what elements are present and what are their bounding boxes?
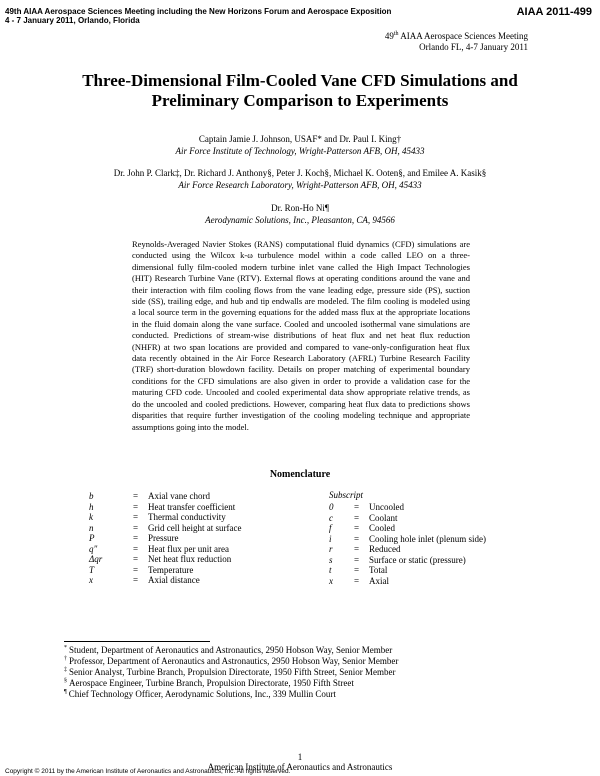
footnote-mark: † [64,656,67,662]
nomenclature-definition: Reduced [369,544,401,554]
abstract-line: conditions for the CFD simulations are also given in order to provide a validation case for the [132,375,470,386]
footnote [64,656,398,667]
institute-name: American Institute of Aeronautics and Astronautics [207,762,393,772]
footnote [64,689,398,700]
nomenclature-definition: Heat flux per unit area [148,543,229,554]
nomenclature-symbol: f [329,523,332,533]
nomenclature-definition: Axial distance [148,575,200,585]
nomenclature-equals: = [354,554,360,565]
nomenclature-definition: Grid cell height at surface [148,522,242,533]
nomenclature-equals: = [133,512,139,522]
nomenclature-definition: Cooled [369,523,395,533]
author-group-3: Dr. Ron-Ho Ni¶ [271,203,329,213]
nomenclature-definition: Net heat flux reduction [148,554,232,564]
nomenclature-equals: = [354,575,360,586]
author-group-2: Dr. John P. Clark‡, Dr. Richard J. Anthony§, Peter J. Koch§, Michael K. Ooten§, and Emilee A. Kasik§ [113,168,487,178]
nomenclature-equals: = [133,501,139,512]
nomenclature-equals: = [354,533,360,544]
nomenclature-symbol: x [89,575,93,585]
paper-title-line-2: Preliminary Comparison to Experiments [151,91,449,110]
abstract-line: (NHFR) at two span locations are provided and compared to vane-only-configuration heat flux [132,341,470,352]
nomenclature-equals: = [354,512,360,523]
footnote [64,667,398,678]
nomenclature-definition: Heat transfer coefficient [148,501,236,512]
footnote-mark: § [64,678,67,684]
nomenclature-equals: = [354,502,360,512]
nomenclature-definition: Thermal conductivity [148,512,226,522]
nomenclature-symbol: x [329,575,333,586]
nomenclature-symbol: t [329,565,332,575]
nomenclature-equals: = [133,522,139,533]
nomenclature-definition: Pressure [148,533,179,543]
abstract-line: assumptions going into the model. [132,421,249,432]
nomenclature-equals: = [354,523,360,533]
nomenclature-symbol: r [329,544,333,554]
footnote-text: Aerospace Engineer, Turbine Branch, Propulsion Directorate, 1950 Fifth Street [69,678,354,688]
footnote-mark: ¶ [64,689,67,695]
abstract-line: maturing CFD code. Uncooled and cooled experimental data show appropriate relative trends, as [132,387,470,398]
nomenclature-symbol: P [89,533,95,543]
nomenclature-symbol: i [329,533,332,544]
abstract-line: (HIT) Research Turbine Vane (RTV). External flows at operating conditions around the vane and [132,273,470,284]
conference-line-1: 49th AIAA Aerospace Sciences Meeting including the New Horizons Forum and Aerospace Exposition [5,7,392,16]
abstract-line: dimensional fully film-cooled modern turbine inlet vane called the High Impact Technologies [132,261,470,272]
nomenclature-symbol: b [89,491,94,501]
footnote [64,645,398,656]
copyright-notice: Copyright © 2011 by the American Institute of Aeronautics and Astronautics, Inc. All rights reserved. [5,768,291,775]
paper-title-line-1: Three-Dimensional Film-Cooled Vane CFD Simulations and [82,71,518,90]
nomenclature-equals: = [354,565,360,575]
nomenclature-definition: Cooling hole inlet (plenum side) [369,533,486,544]
nomenclature-equals: = [133,543,139,554]
footnote-mark: ‡ [64,667,67,673]
nomenclature-symbol: s [329,554,333,565]
meeting-number-suffix: th [393,31,399,37]
footnotes [64,645,398,700]
footnote-rule [64,641,210,642]
nomenclature-definition: Temperature [148,564,194,575]
abstract-line: a local source term in the governing equations for the added mass flux at the appropriate locations [132,307,470,318]
nomenclature-definition: Surface or static (pressure) [369,554,466,565]
abstract-line: conducted using the Wilcox k-ω turbulence model within a code called LEO on a three- [132,250,470,261]
nomenclature-equals: = [133,491,139,501]
footnote [64,678,398,689]
nomenclature-symbol: h [89,501,94,512]
abstract-line: do the uncooled and cooled predictions. However, comparing heat flux data to predictions shows [132,398,470,409]
footnote-text: Student, Department of Aeronautics and Astronautics, 2950 Hobson Way, Senior Member [69,645,393,655]
nomenclature-equals: = [133,554,139,564]
footnote-mark: * [64,645,67,651]
author-group-2-affiliation: Air Force Research Laboratory, Wright-Patterson AFB, OH, 45433 [178,180,422,190]
abstract-line: their interaction with film cooling flows from the vane leading edge, pressure side (PS), suction [132,284,470,295]
nomenclature-definition: Total [369,565,388,575]
nomenclature-definition: Uncooled [369,502,404,512]
nomenclature-definition: Coolant [369,512,398,523]
nomenclature-symbol: c [329,512,333,523]
nomenclature-heading: Nomenclature [269,469,331,480]
abstract-line: disparities that require further investigation of the cooling modeling technique and appropriate [132,410,470,421]
nomenclature-symbol: n [89,522,94,533]
author-group-3-affiliation: Aerodynamic Solutions, Inc., Pleasanton, CA, 94566 [205,215,395,225]
meeting-line-1 [385,31,528,41]
page-number: 1 [297,752,303,762]
footnote-text: Senior Analyst, Turbine Branch, Propulsion Directorate, 1950 Fifth Street, Senior Member [69,667,396,677]
conference-line-2: 4 - 7 January 2011, Orlando, Florida [5,16,140,25]
abstract-line: in the fluid domain along the vane surface. Cooled and uncooled isothermal vane simulations are [132,318,470,329]
footnote-text: Chief Technology Officer, Aerodynamic Solutions, Inc., 339 Mullin Court [68,689,336,699]
footnote-text: Professor, Department of Aeronautics and Astronautics, 2950 Hobson Way, Senior Member [69,656,399,666]
nomenclature-equals: = [133,564,139,575]
nomenclature-equals: = [133,575,139,585]
abstract-line: conducted. Predictions of stream-wise distributions of heat flux and net heat flux reduction [132,330,470,341]
nomenclature-definition: Axial [369,575,389,586]
abstract-line: data recently obtained in the Air Force Research Laboratory (AFRL) Turbine Research Facility [132,353,470,364]
author-group-1: Captain Jamie J. Johnson, USAF* and Dr. Paul I. King† [198,134,402,144]
meeting-line-2: Orlando FL, 4-7 January 2011 [419,42,528,52]
nomenclature-equals: = [354,544,360,554]
paper-number: AIAA 2011-499 [516,6,592,18]
nomenclature-symbol: k [89,512,93,522]
subscript-heading: Subscript [329,490,364,500]
nomenclature-equals: = [133,533,139,543]
nomenclature-symbol: Δqr [89,554,103,564]
nomenclature-symbol: T [89,564,95,575]
abstract-line: side (SS), trailing edge, and hub and tip endwalls are modeled. The film cooling is modeled using [132,296,470,307]
meeting-number: 49 [384,31,394,41]
abstract [132,239,470,433]
abstract-line: Reynolds-Averaged Navier Stokes (RANS) computational fluid dynamics (CFD) simulations are [132,239,470,249]
nomenclature-symbol: 0 [329,502,334,512]
nomenclature-symbol: q" [89,543,98,554]
nomenclature-definition: Axial vane chord [148,491,210,501]
abstract-line: (TRF) short-duration blowdown facility. Details on proper matching of experimental boundary [132,364,470,375]
author-group-1-affiliation: Air Force Institute of Technology, Wright-Patterson AFB, OH, 45433 [175,146,425,156]
meeting-name: AIAA Aerospace Sciences Meeting [398,31,528,41]
